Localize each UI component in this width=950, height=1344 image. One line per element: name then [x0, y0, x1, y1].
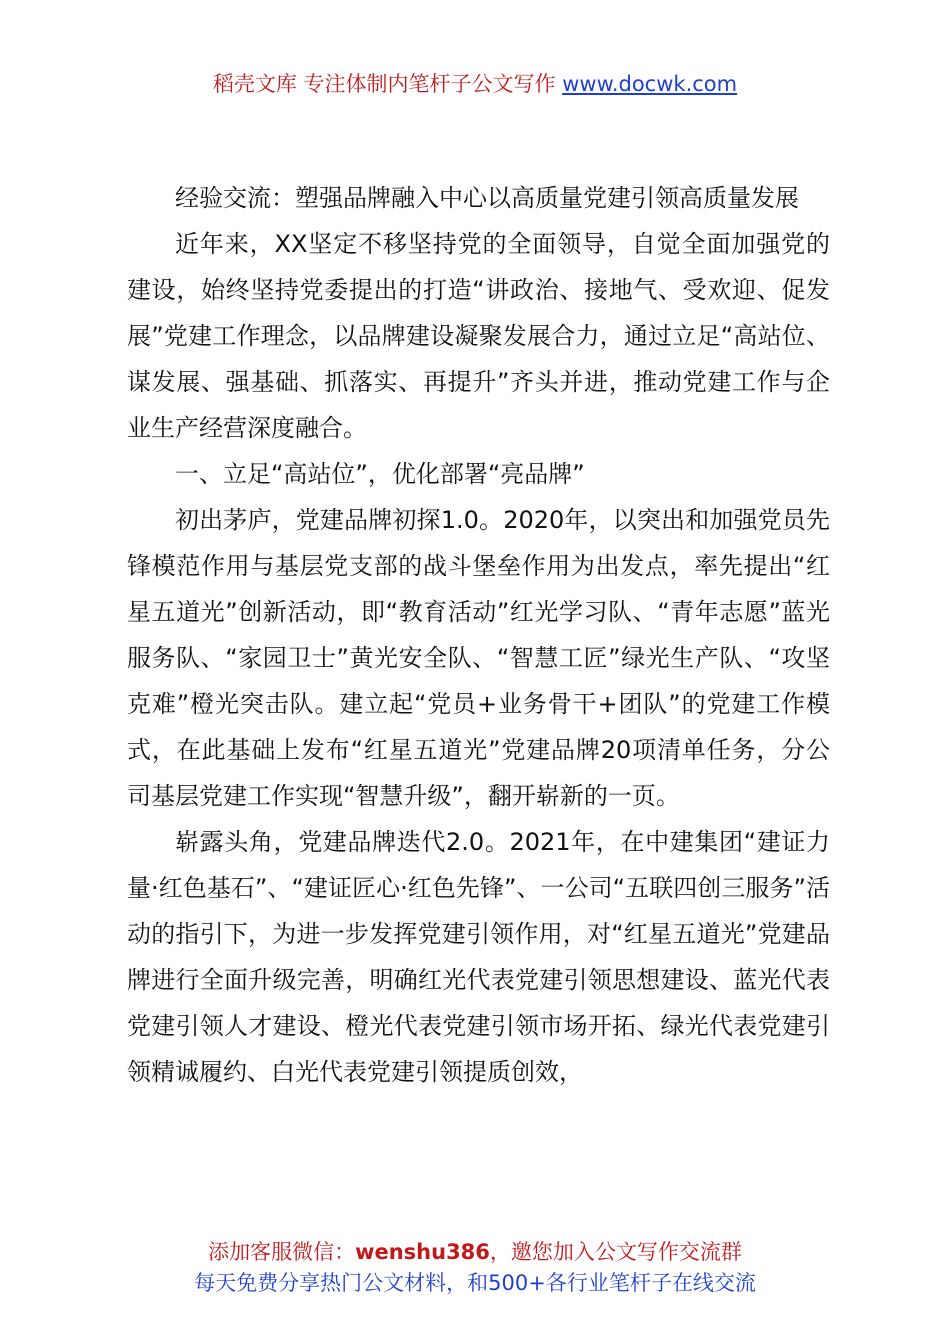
footer-wechat-line — [0, 1237, 950, 1268]
footer-wechat-prefix: 添加客服微信： — [208, 1240, 356, 1264]
promo-footer — [0, 1237, 950, 1299]
footer-wechat-id: wenshu386 — [355, 1240, 490, 1264]
document-title: 经验交流：塑强品牌融入中心以高质量党建引领高质量发展 — [175, 184, 799, 212]
paragraph-version-2: 崭露头角，党建品牌迭代2.0。2021年，在中建集团“建证力量·红色基石”、“建证匠心·红色先锋”、一公司“五联四创三服务”活动的指引下，为进一步发挥党建引领作用，对“红星五道光”党建品牌进行全面升级完善，明确红光代表党建引领思想建设、蓝光代表党建引领人才建设、橙光代表党建引领市场开拓、绿光代表党建引领精诚履约、白光代表党建引领提质创效， — [127, 828, 830, 1086]
header-link[interactable]: www.docwk.com — [562, 72, 738, 96]
section-heading: 一、立足“高站位”，优化部署“亮品牌” — [175, 460, 585, 488]
footer-wechat-suffix: ，邀您加入公文写作交流群 — [489, 1240, 742, 1264]
footer-share-line: 每天免费分享热门公文材料，和500+各行业笔杆子在线交流 — [194, 1271, 756, 1295]
paragraph-intro: 近年来，XX坚定不移坚持党的全面领导，自觉全面加强党的建设，始终坚持党委提出的打造“讲政治、接地气、受欢迎、促发展”党建工作理念，以品牌建设凝聚发展合力，通过立足“高站位、谋发展、强基础、抓落实、再提升”齐头并进，推动党建工作与企业生产经营深度融合。 — [127, 230, 830, 442]
paragraph-version-1: 初出茅庐，党建品牌初探1.0。2020年，以突出和加强党员先锋模范作用与基层党支部的战斗堡垒作用为出发点，率先提出“红星五道光”创新活动，即“教育活动”红光学习队、“青年志愿”蓝光服务队、“家园卫士”黄光安全队、“智慧工匠”绿光生产队、“攻坚克难”橙光突击队。建立起“党员+业务骨干+团队”的党建工作模式，在此基础上发布“红星五道光”党建品牌20项清单任务，分公司基层党建工作实现“智慧升级”，翻开崭新的一页。 — [127, 506, 830, 810]
watermark-header — [0, 68, 950, 100]
header-slogan: 稻壳文库 专注体制内笔杆子公文写作 — [212, 72, 563, 96]
document-body — [127, 175, 830, 1095]
